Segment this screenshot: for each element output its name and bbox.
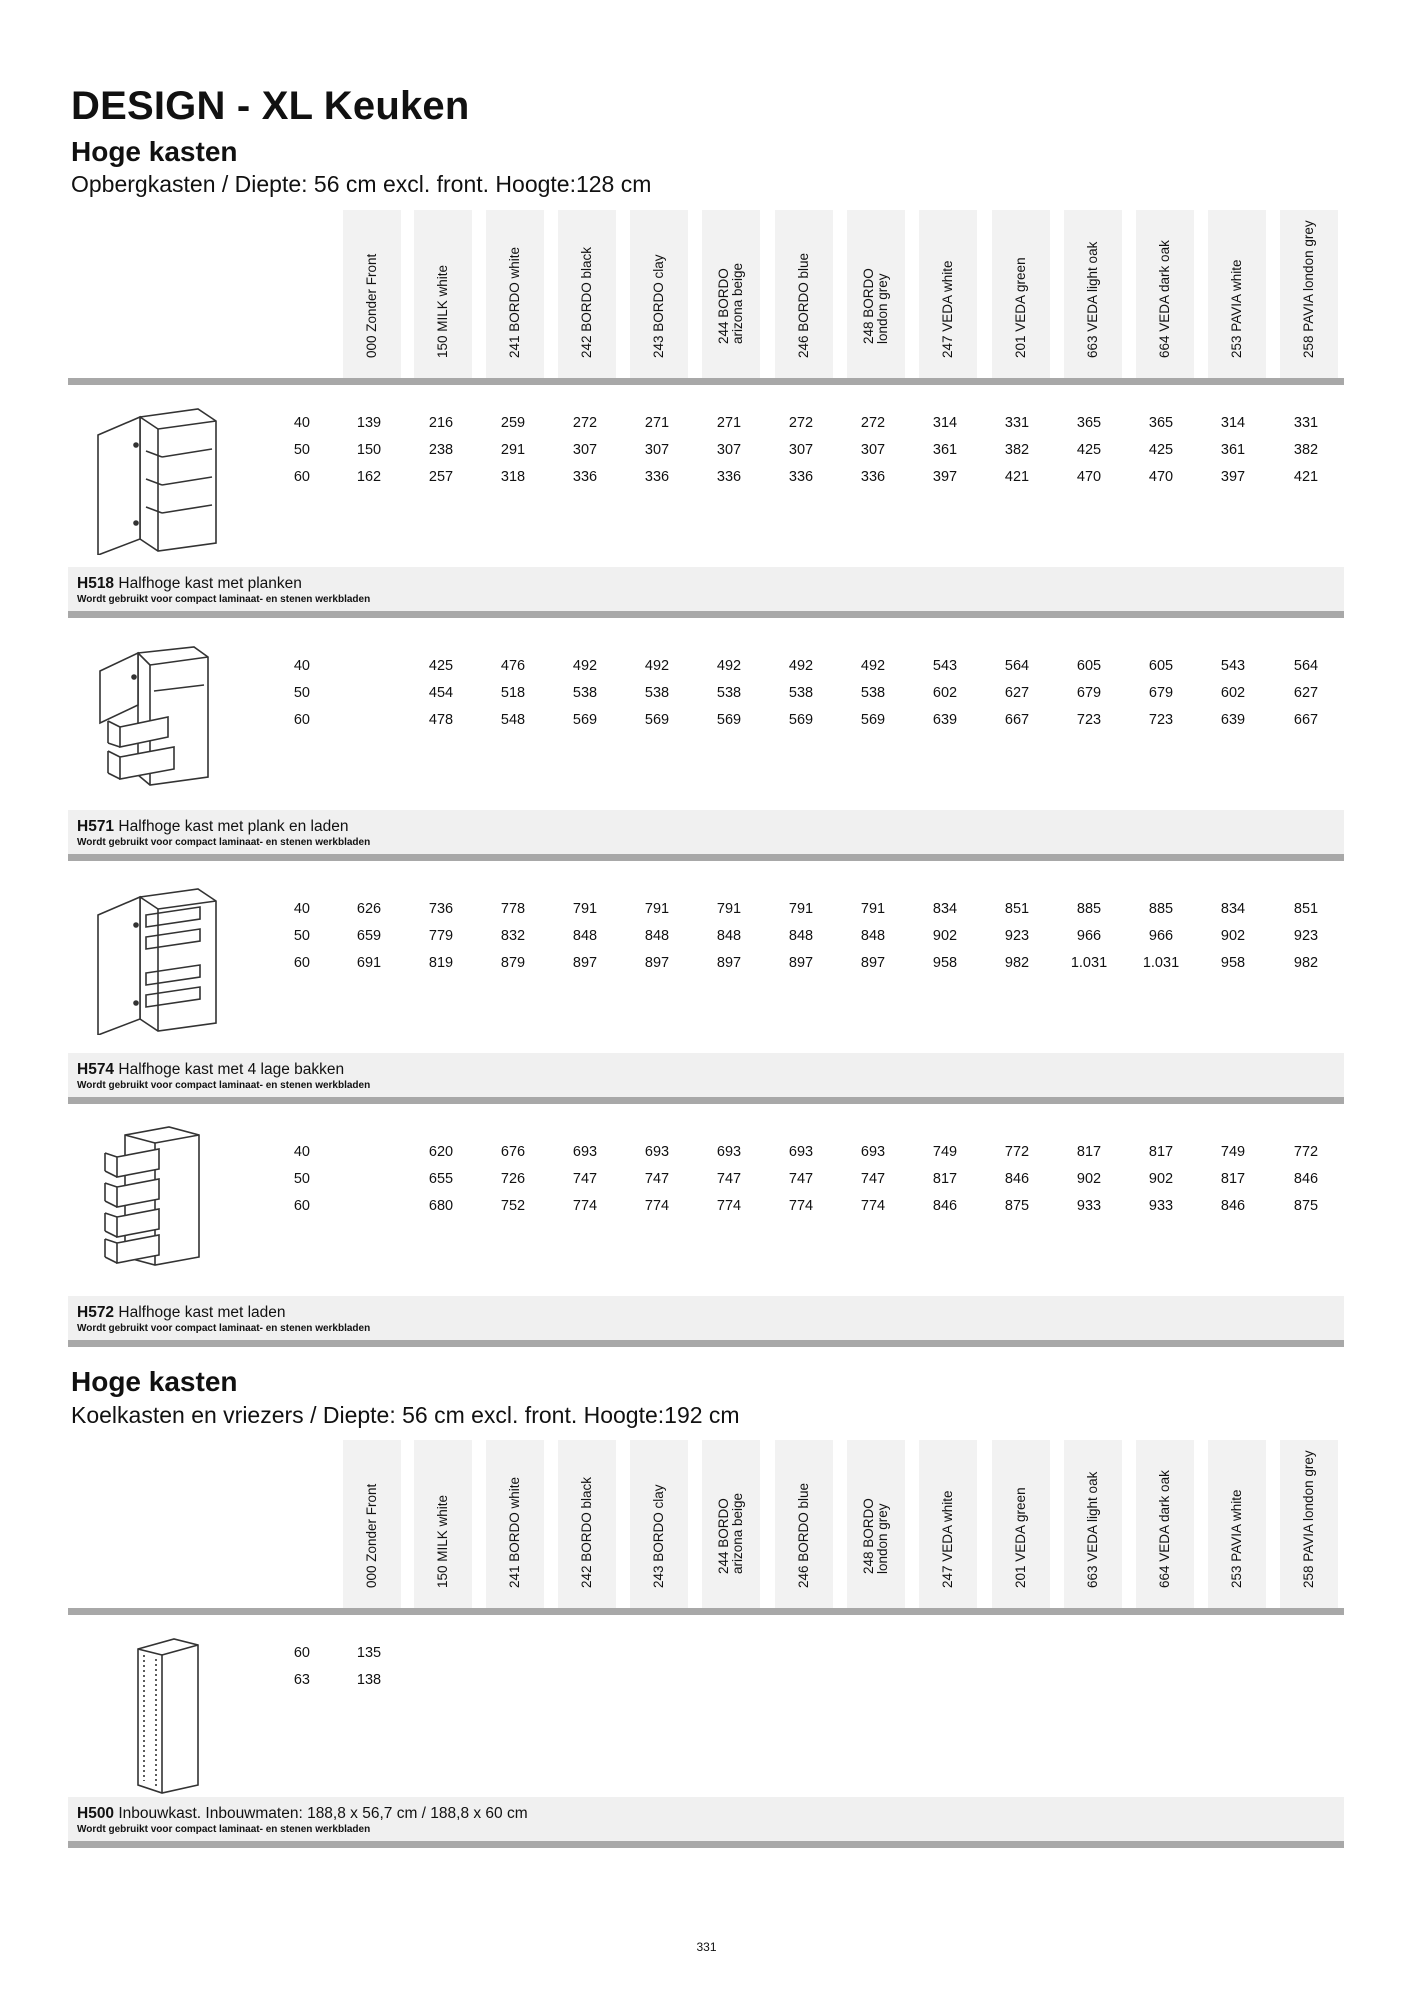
column-header (1208, 1440, 1266, 1610)
column-header-label: 663 VEDA light oak (1085, 1471, 1100, 1588)
price-cell: 747 (716, 1171, 742, 1187)
size-label: 50 (293, 685, 310, 701)
price-cell: 627 (1293, 685, 1319, 701)
cabinet-trays-icon (90, 885, 225, 1035)
price-cell: 307 (572, 442, 598, 458)
column-header (414, 1440, 472, 1610)
product-code: H518 (77, 575, 115, 592)
price-cell: 851 (1293, 901, 1319, 917)
price-cell: 425 (1076, 442, 1102, 458)
column-header-band (343, 210, 1343, 380)
price-cell: 885 (1148, 901, 1174, 917)
price-cell: 679 (1076, 685, 1102, 701)
price-cell: 679 (1148, 685, 1174, 701)
price-cell: 791 (788, 901, 814, 917)
price-cell: 139 (356, 415, 382, 431)
price-cell: 307 (860, 442, 886, 458)
price-cell: 772 (1004, 1144, 1030, 1160)
price-cell: 569 (716, 712, 742, 728)
price-cell: 382 (1004, 442, 1030, 458)
product-description: Inbouwkast. Inbouwmaten: 188,8 x 56,7 cm / 188,8 x 60 cm (118, 1805, 528, 1822)
price-cell: 470 (1148, 469, 1174, 485)
price-cell: 846 (1004, 1171, 1030, 1187)
price-cell: 848 (788, 928, 814, 944)
price-cell: 848 (716, 928, 742, 944)
price-cell: 336 (644, 469, 670, 485)
price-cell: 272 (788, 415, 814, 431)
column-header-label: 243 BORDO clay (651, 254, 666, 358)
column-header (992, 1440, 1050, 1610)
size-label: 40 (293, 1144, 310, 1160)
price-cell: 397 (932, 469, 958, 485)
price-cell: 879 (500, 955, 526, 971)
column-header (630, 1440, 688, 1610)
price-cell: 627 (1004, 685, 1030, 701)
price-cell: 747 (644, 1171, 670, 1187)
column-header-label: 246 BORDO blue (796, 252, 811, 358)
price-cell: 421 (1004, 469, 1030, 485)
product-note: Wordt gebruikt voor compact laminaat- en stenen werkbladen (77, 1323, 371, 1334)
column-header (343, 210, 401, 380)
size-label: 60 (293, 712, 310, 728)
price-cell: 216 (428, 415, 454, 431)
divider (68, 854, 1344, 861)
column-header-label: 248 BORDO london grey (861, 268, 890, 344)
price-cell: 538 (644, 685, 670, 701)
price-cell: 779 (428, 928, 454, 944)
price-cell: 752 (500, 1198, 526, 1214)
product-name (77, 1061, 344, 1079)
cabinet-shelf-drawers-icon (90, 645, 215, 795)
size-label: 60 (293, 1645, 310, 1661)
price-cell: 492 (644, 658, 670, 674)
size-label: 40 (293, 901, 310, 917)
price-cell: 478 (428, 712, 454, 728)
section-subtitle: Opbergkasten / Diepte: 56 cm excl. front. Hoogte:128 cm (71, 171, 652, 197)
product-note: Wordt gebruikt voor compact laminaat- en stenen werkbladen (77, 594, 371, 605)
price-cell: 848 (644, 928, 670, 944)
price-cell: 817 (1076, 1144, 1102, 1160)
price-cell: 693 (860, 1144, 886, 1160)
price-cell: 693 (788, 1144, 814, 1160)
price-cell: 314 (1220, 415, 1246, 431)
cabinet-drawers-icon (95, 1125, 210, 1275)
page-number: 331 (696, 1940, 717, 1954)
size-label: 60 (293, 955, 310, 971)
price-cell: 365 (1148, 415, 1174, 431)
price-cell: 382 (1293, 442, 1319, 458)
size-label: 63 (293, 1672, 310, 1688)
price-cell: 272 (572, 415, 598, 431)
price-cell: 543 (1220, 658, 1246, 674)
price-cell: 470 (1076, 469, 1102, 485)
price-cell: 336 (860, 469, 886, 485)
price-cell: 238 (428, 442, 454, 458)
price-cell: 272 (860, 415, 886, 431)
price-cell: 902 (932, 928, 958, 944)
product-code: H500 (77, 1805, 115, 1822)
price-cell: 747 (860, 1171, 886, 1187)
price-cell: 902 (1220, 928, 1246, 944)
price-cell: 736 (428, 901, 454, 917)
price-cell: 1.031 (1070, 955, 1108, 971)
price-cell: 958 (1220, 955, 1246, 971)
price-cell: 564 (1004, 658, 1030, 674)
price-cell: 923 (1293, 928, 1319, 944)
price-cell: 162 (356, 469, 382, 485)
price-cell: 543 (932, 658, 958, 674)
price-cell: 421 (1293, 469, 1319, 485)
price-cell: 569 (788, 712, 814, 728)
price-cell: 569 (644, 712, 670, 728)
price-cell: 982 (1293, 955, 1319, 971)
price-cell: 897 (644, 955, 670, 971)
price-cell: 723 (1076, 712, 1102, 728)
column-header-label: 150 MILK white (435, 264, 450, 358)
price-cell: 817 (932, 1171, 958, 1187)
column-header (414, 210, 472, 380)
column-header (1064, 210, 1122, 380)
column-header (1064, 1440, 1122, 1610)
price-cell: 291 (500, 442, 526, 458)
price-cell: 361 (932, 442, 958, 458)
product-name (77, 575, 302, 593)
column-header (702, 210, 760, 380)
price-cell: 774 (788, 1198, 814, 1214)
size-label: 60 (293, 469, 310, 485)
column-header-band (343, 1440, 1343, 1610)
product-description: Halfhoge kast met planken (118, 575, 302, 592)
price-cell: 691 (356, 955, 382, 971)
price-cell: 885 (1076, 901, 1102, 917)
price-cell: 425 (1148, 442, 1174, 458)
price-cell: 846 (1220, 1198, 1246, 1214)
column-header (1136, 210, 1194, 380)
price-cell: 791 (716, 901, 742, 917)
price-cell: 336 (716, 469, 742, 485)
product-code: H572 (77, 1304, 115, 1321)
price-cell: 626 (356, 901, 382, 917)
price-cell: 958 (932, 955, 958, 971)
price-cell: 680 (428, 1198, 454, 1214)
price-cell: 772 (1293, 1144, 1319, 1160)
price-cell: 933 (1148, 1198, 1174, 1214)
column-header-label: 244 BORDO arizona beige (716, 262, 745, 344)
price-cell: 569 (860, 712, 886, 728)
column-header (992, 210, 1050, 380)
price-cell: 314 (932, 415, 958, 431)
price-cell: 569 (572, 712, 598, 728)
tall-cabinet-icon (130, 1635, 205, 1795)
size-label: 40 (293, 415, 310, 431)
price-cell: 620 (428, 1144, 454, 1160)
column-header-label: 242 BORDO black (579, 1476, 594, 1588)
price-cell: 331 (1004, 415, 1030, 431)
price-cell: 605 (1076, 658, 1102, 674)
price-cell: 518 (500, 685, 526, 701)
column-header-label-line2: arizona beige (730, 262, 745, 344)
price-cell: 726 (500, 1171, 526, 1187)
column-header-label: 247 VEDA white (940, 260, 955, 358)
price-cell: 791 (860, 901, 886, 917)
price-cell: 966 (1076, 928, 1102, 944)
price-cell: 846 (932, 1198, 958, 1214)
price-cell: 693 (716, 1144, 742, 1160)
price-cell: 655 (428, 1171, 454, 1187)
price-cell: 923 (1004, 928, 1030, 944)
price-cell: 897 (860, 955, 886, 971)
product-description: Halfhoge kast met laden (118, 1304, 286, 1321)
price-cell: 749 (932, 1144, 958, 1160)
divider (68, 611, 1344, 618)
product-code: H571 (77, 818, 115, 835)
price-cell: 135 (356, 1645, 382, 1661)
price-cell: 639 (932, 712, 958, 728)
price-cell: 747 (788, 1171, 814, 1187)
column-header (919, 1440, 977, 1610)
column-header (775, 1440, 833, 1610)
price-cell: 331 (1293, 415, 1319, 431)
price-cell: 791 (572, 901, 598, 917)
price-cell: 425 (428, 658, 454, 674)
column-header-label: 150 MILK white (435, 1494, 450, 1588)
price-cell: 848 (572, 928, 598, 944)
product-name (77, 1805, 528, 1823)
price-cell: 749 (1220, 1144, 1246, 1160)
price-cell: 791 (644, 901, 670, 917)
product-name-band (68, 810, 1344, 854)
column-header-label: 248 BORDO london grey (861, 1498, 890, 1574)
price-cell: 492 (788, 658, 814, 674)
column-header (1208, 210, 1266, 380)
price-cell: 639 (1220, 712, 1246, 728)
price-cell: 778 (500, 901, 526, 917)
section-title: Hoge kasten (71, 136, 238, 167)
size-label: 50 (293, 1171, 310, 1187)
product-note: Wordt gebruikt voor compact laminaat- en stenen werkbladen (77, 1824, 371, 1835)
column-header (558, 210, 616, 380)
price-cell: 257 (428, 469, 454, 485)
price-cell: 875 (1293, 1198, 1319, 1214)
product-name-band (68, 1296, 1344, 1340)
product-name (77, 1304, 286, 1322)
price-cell: 848 (860, 928, 886, 944)
column-header-label: 201 VEDA green (1013, 1487, 1028, 1588)
price-cell: 933 (1076, 1198, 1102, 1214)
column-header (1280, 210, 1338, 380)
price-cell: 902 (1148, 1171, 1174, 1187)
section-title: Hoge kasten (71, 1366, 238, 1397)
column-header-label: 242 BORDO black (579, 246, 594, 358)
price-cell: 538 (572, 685, 598, 701)
size-label: 60 (293, 1198, 310, 1214)
price-cell: 774 (716, 1198, 742, 1214)
price-cell: 605 (1148, 658, 1174, 674)
price-cell: 834 (1220, 901, 1246, 917)
price-cell: 875 (1004, 1198, 1030, 1214)
column-header-label: 241 BORDO white (507, 246, 522, 358)
column-header-label: 253 PAVIA white (1229, 259, 1244, 358)
column-header-label: 258 PAVIA london grey (1301, 1450, 1316, 1588)
price-cell: 150 (356, 442, 382, 458)
column-header (558, 1440, 616, 1610)
price-cell: 902 (1076, 1171, 1102, 1187)
price-cell: 564 (1293, 658, 1319, 674)
column-header-label: 253 PAVIA white (1229, 1489, 1244, 1588)
column-header-label: 000 Zonder Front (364, 1483, 379, 1588)
column-header (343, 1440, 401, 1610)
price-cell: 819 (428, 955, 454, 971)
column-header-label: 201 VEDA green (1013, 257, 1028, 358)
price-cell: 271 (716, 415, 742, 431)
product-name-band (68, 567, 1344, 611)
price-cell: 676 (500, 1144, 526, 1160)
price-cell: 259 (500, 415, 526, 431)
price-cell: 365 (1076, 415, 1102, 431)
price-cell: 966 (1148, 928, 1174, 944)
price-cell: 538 (716, 685, 742, 701)
price-cell: 693 (572, 1144, 598, 1160)
column-header (486, 210, 544, 380)
section-subtitle: Koelkasten en vriezers / Diepte: 56 cm excl. front. Hoogte:192 cm (71, 1402, 740, 1428)
product-name (77, 818, 348, 836)
price-cell: 723 (1148, 712, 1174, 728)
column-header-label: 246 BORDO blue (796, 1482, 811, 1588)
price-cell: 492 (860, 658, 886, 674)
size-label: 50 (293, 928, 310, 944)
column-header (486, 1440, 544, 1610)
column-header-label: 000 Zonder Front (364, 253, 379, 358)
product-name-band (68, 1797, 1344, 1841)
column-header (702, 1440, 760, 1610)
price-cell: 538 (788, 685, 814, 701)
divider (68, 1340, 1344, 1347)
divider (68, 378, 1344, 385)
price-cell: 307 (716, 442, 742, 458)
price-cell: 774 (644, 1198, 670, 1214)
column-header-label: 258 PAVIA london grey (1301, 220, 1316, 358)
price-cell: 851 (1004, 901, 1030, 917)
column-header-label-line2: london grey (875, 273, 890, 344)
price-cell: 832 (500, 928, 526, 944)
price-cell: 361 (1220, 442, 1246, 458)
column-header-label-line2: arizona beige (730, 1492, 745, 1574)
product-note: Wordt gebruikt voor compact laminaat- en stenen werkbladen (77, 837, 371, 848)
price-cell: 138 (356, 1672, 382, 1688)
price-cell: 897 (572, 955, 598, 971)
price-cell: 476 (500, 658, 526, 674)
column-header-label-line2: london grey (875, 1503, 890, 1574)
price-cell: 336 (572, 469, 598, 485)
price-cell: 667 (1004, 712, 1030, 728)
column-header-label: 241 BORDO white (507, 1476, 522, 1588)
column-header (1136, 1440, 1194, 1610)
price-cell: 897 (716, 955, 742, 971)
price-cell: 492 (716, 658, 742, 674)
price-cell: 336 (788, 469, 814, 485)
price-cell: 548 (500, 712, 526, 728)
size-label: 40 (293, 658, 310, 674)
price-cell: 774 (572, 1198, 598, 1214)
price-cell: 667 (1293, 712, 1319, 728)
column-header (1280, 1440, 1338, 1610)
price-cell: 817 (1220, 1171, 1246, 1187)
price-cell: 318 (500, 469, 526, 485)
price-cell: 602 (932, 685, 958, 701)
column-header-label: 664 VEDA dark oak (1157, 1470, 1172, 1588)
price-cell: 1.031 (1142, 955, 1180, 971)
divider (68, 1841, 1344, 1848)
price-cell: 307 (788, 442, 814, 458)
price-cell: 817 (1148, 1144, 1174, 1160)
column-header (847, 210, 905, 380)
product-note: Wordt gebruikt voor compact laminaat- en stenen werkbladen (77, 1080, 371, 1091)
cabinet-shelves-icon (90, 405, 225, 555)
price-cell: 774 (860, 1198, 886, 1214)
price-cell: 271 (644, 415, 670, 431)
column-header-label: 243 BORDO clay (651, 1484, 666, 1588)
column-header-label: 244 BORDO arizona beige (716, 1492, 745, 1574)
price-cell: 834 (932, 901, 958, 917)
price-cell: 659 (356, 928, 382, 944)
price-cell: 897 (788, 955, 814, 971)
column-header-label: 664 VEDA dark oak (1157, 240, 1172, 358)
column-header-label: 663 VEDA light oak (1085, 241, 1100, 358)
size-label: 50 (293, 442, 310, 458)
price-cell: 846 (1293, 1171, 1319, 1187)
price-cell: 602 (1220, 685, 1246, 701)
price-cell: 397 (1220, 469, 1246, 485)
product-description: Halfhoge kast met 4 lage bakken (118, 1061, 345, 1078)
price-cell: 492 (572, 658, 598, 674)
price-cell: 454 (428, 685, 454, 701)
price-cell: 747 (572, 1171, 598, 1187)
column-header (847, 1440, 905, 1610)
price-cell: 538 (860, 685, 886, 701)
product-code: H574 (77, 1061, 115, 1078)
divider (68, 1608, 1344, 1615)
column-header (630, 210, 688, 380)
price-cell: 982 (1004, 955, 1030, 971)
divider (68, 1097, 1344, 1104)
price-cell: 693 (644, 1144, 670, 1160)
product-description: Halfhoge kast met plank en laden (118, 818, 349, 835)
column-header-label: 247 VEDA white (940, 1490, 955, 1588)
column-header (775, 210, 833, 380)
page-title: DESIGN - XL Keuken (71, 84, 470, 128)
price-cell: 307 (644, 442, 670, 458)
product-name-band (68, 1053, 1344, 1097)
column-header (919, 210, 977, 380)
